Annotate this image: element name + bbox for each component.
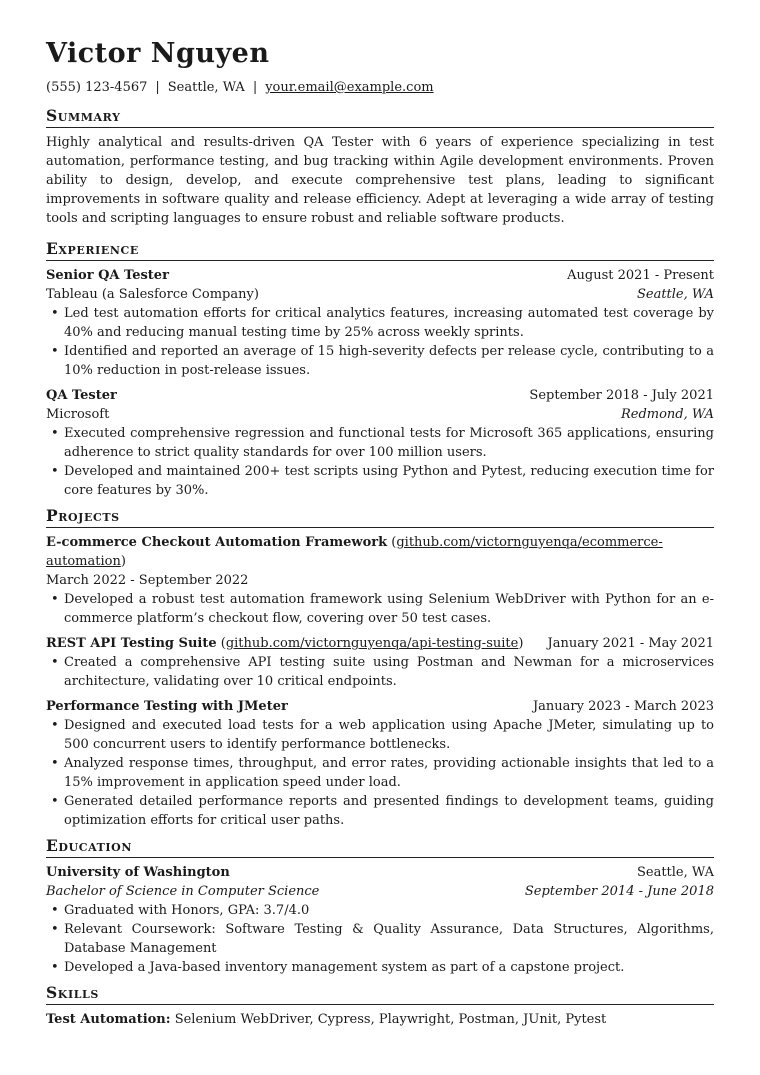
bullet-item: • Developed a Java-based inventory management system as part of a capstone project. — [64, 958, 714, 977]
job-role: Senior QA Tester — [46, 268, 169, 283]
project-bullets — [46, 590, 714, 628]
bullet-item: • Graduated with Honors, GPA: 3.7/4.0 — [64, 901, 714, 920]
project-dates: January 2023 - March 2023 — [532, 699, 714, 714]
education-header — [46, 863, 714, 882]
job-company: Tableau (a Salesforce Company) — [46, 287, 259, 302]
bullet-item: • Created a comprehensive API testing suite using Postman and Newman for a microservices architecture, validating over 10 critical endpoints. — [64, 653, 714, 691]
phone: (555) 123-4567 — [46, 80, 148, 95]
job-header — [46, 386, 714, 405]
job-bullets — [46, 304, 714, 380]
section-title-skills: Skills — [46, 983, 714, 1005]
education-section — [46, 863, 714, 977]
job-location: Seattle, WA — [636, 287, 714, 302]
project-name: Performance Testing with JMeter — [46, 699, 288, 714]
bullet-item: • Led test automation efforts for critical analytics features, increasing automated test coverage by 40% and reducing manual testing time by 25% across weekly sprints. — [64, 304, 714, 342]
separator: | — [252, 80, 258, 95]
section-title-experience: Experience — [46, 239, 714, 261]
bullet-item: • Identified and reported an average of 15 high-severity defects per release cycle, contributing to a 10% reduction in post-release issues. — [64, 342, 714, 380]
email-link[interactable]: your.email@example.com — [265, 80, 434, 95]
experience-section — [46, 266, 714, 500]
section-title-summary: Summary — [46, 106, 714, 128]
job-location: Redmond, WA — [620, 407, 714, 422]
project-title: E-commerce Checkout Automation Framework (github.com/victornguyenqa/ecommerce-automation) — [46, 535, 663, 569]
bullet-item: • Executed comprehensive regression and functional tests for Microsoft 365 applications, ensuring adherence to strict quality standards for over 100 million users. — [64, 424, 714, 462]
project-header — [46, 533, 714, 571]
candidate-name: Victor Nguyen — [46, 38, 270, 69]
education-bullets — [46, 901, 714, 977]
bullet-item: • Analyzed response times, throughput, and error rates, providing actionable insights that led to a 15% improvement in application speed under load. — [64, 754, 714, 792]
contact-line — [46, 79, 714, 97]
job-dates: September 2018 - July 2021 — [529, 388, 714, 403]
project-header — [46, 634, 714, 653]
job-entry — [46, 386, 714, 500]
separator: | — [155, 80, 160, 95]
project-dates: March 2022 - September 2022 — [46, 573, 249, 588]
job-entry — [46, 266, 714, 380]
project-subheader — [46, 571, 714, 590]
summary-text: Highly analytical and results-driven QA Tester with 6 years of experience specializing in test automation, performance testing, and bug tracking within Agile development environments. Proven ability to design, develop, and execute comprehensive test plans, leading to significant improvements in software quality and release efficiency. Adept at leveraging a wide array of testing tools and scripting languages to ensure robust and reliable software products. — [46, 135, 714, 226]
bullet-item: • Designed and executed load tests for a web application using Apache JMeter, simulating up to 500 concurrent users to identify performance bottlenecks. — [64, 716, 714, 754]
education-dates: September 2014 - June 2018 — [524, 884, 714, 899]
bullet-item: • Developed a robust test automation framework using Selenium WebDriver with Python for an e-commerce platform’s checkout flow, covering over 50 test cases. — [64, 590, 714, 628]
project-entry — [46, 533, 714, 628]
skill-category: Test Automation: — [46, 1012, 171, 1027]
section-title-education: Education — [46, 836, 714, 858]
job-subheader — [46, 405, 714, 424]
bullet-item: • Generated detailed performance reports and presented findings to development teams, guiding optimization efforts for critical user paths. — [64, 792, 714, 830]
school-name: University of Washington — [46, 865, 230, 880]
projects-section — [46, 533, 714, 830]
project-link[interactable]: github.com/victornguyenqa/api-testing-suite — [225, 636, 519, 651]
school-location: Seattle, WA — [636, 865, 714, 880]
bullet-item: • Developed and maintained 200+ test scripts using Python and Pytest, reducing execution time for core features by 30%. — [64, 462, 714, 500]
project-entry — [46, 697, 714, 830]
section-title-projects: Projects — [46, 506, 714, 528]
education-subheader — [46, 882, 714, 901]
skills-row — [46, 1010, 714, 1029]
project-name: REST API Testing Suite — [46, 636, 217, 651]
project-name: E-commerce Checkout Automation Framework — [46, 535, 388, 550]
job-company: Microsoft — [46, 407, 110, 422]
location: Seattle, WA — [167, 80, 245, 95]
job-header — [46, 266, 714, 285]
bullet-item: • Relevant Coursework: Software Testing & Quality Assurance, Data Structures, Algorithms, Database Management — [64, 920, 714, 958]
job-role: QA Tester — [46, 388, 117, 403]
project-link[interactable]: github.com/victornguyenqa/ecommerce-automation — [46, 535, 663, 569]
project-dates: January 2021 - May 2021 — [547, 636, 714, 651]
project-bullets — [46, 716, 714, 830]
job-subheader — [46, 285, 714, 304]
project-entry — [46, 634, 714, 691]
skill-list: Selenium WebDriver, Cypress, Playwright, Postman, JUnit, Pytest — [174, 1012, 607, 1027]
project-bullets — [46, 653, 714, 691]
project-header — [46, 697, 714, 716]
project-title: REST API Testing Suite (github.com/victornguyenqa/api-testing-suite) — [46, 636, 524, 651]
job-dates: August 2021 - Present — [567, 268, 714, 283]
degree: Bachelor of Science in Computer Science — [46, 884, 320, 899]
job-bullets — [46, 424, 714, 500]
